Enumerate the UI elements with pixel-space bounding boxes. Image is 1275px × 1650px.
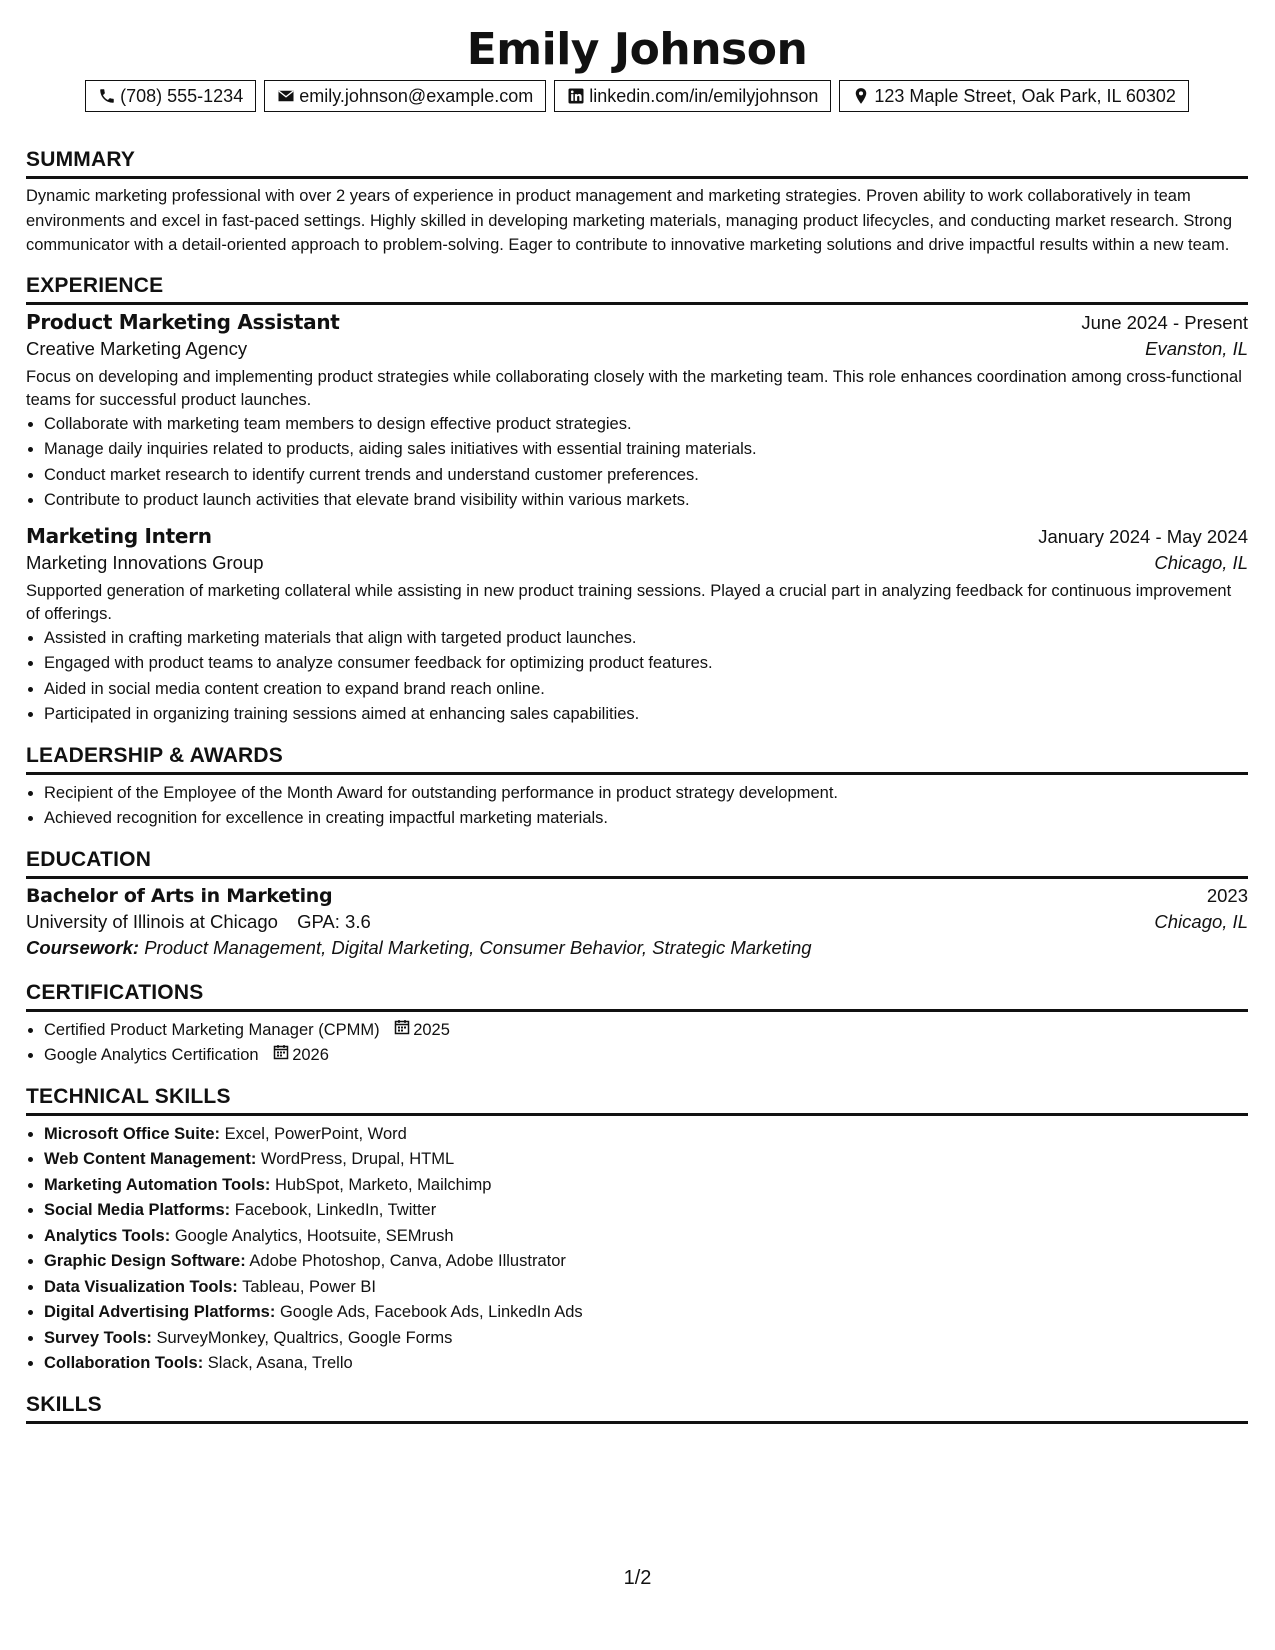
job-entry (26, 524, 1248, 728)
list-item (44, 1122, 1248, 1148)
job-description: Focus on developing and implementing product strategies while collaborating closely with the marketing team. This role enhances coordination among cross-functional teams for successful product launches. (26, 367, 1242, 409)
list-item (44, 1300, 1248, 1326)
list-item (44, 1224, 1248, 1250)
list-item (44, 1326, 1248, 1352)
skill-category: Marketing Automation Tools: (44, 1175, 271, 1194)
cert-year: 2026 (292, 1046, 329, 1064)
section-title: CERTIFICATIONS (26, 979, 1248, 1012)
experience-section (26, 272, 1248, 728)
cert-year: 2025 (413, 1020, 450, 1039)
section-title: SKILLS (26, 1391, 1248, 1424)
skill-values: SurveyMonkey, Qualtrics, Google Forms (156, 1328, 453, 1347)
job-entry (26, 310, 1248, 514)
address-text: 123 Maple Street, Oak Park, IL 60302 (874, 86, 1176, 106)
list-item (44, 1198, 1248, 1224)
candidate-name: Emily Johnson (466, 24, 808, 75)
list-item: • Recipient of the Employee of the Month Award for outstanding performance in product strategy development. (44, 781, 1248, 807)
cert-name: Certified Product Marketing Manager (CPMM) (44, 1020, 380, 1039)
company-name: Marketing Innovations Group (26, 551, 264, 573)
job-description: Supported generation of marketing collateral while assisting in new product training sessions. Played a crucial part in analyzing feedback for continuous improvement of offerings. (26, 581, 1232, 623)
skill-category: Microsoft Office Suite: (44, 1124, 221, 1143)
coursework-line (26, 937, 1248, 959)
job-dates: June 2024 - Present (1081, 311, 1248, 333)
skill-category: Digital Advertising Platforms: (44, 1303, 276, 1321)
technical-skills-list (26, 1122, 1248, 1377)
skill-values: HubSpot, Marketo, Mailchimp (275, 1175, 492, 1194)
skill-values: WordPress, Drupal, HTML (260, 1150, 455, 1168)
list-item (44, 1018, 1248, 1044)
skill-category: Survey Tools: (44, 1328, 152, 1347)
phone-icon (98, 87, 116, 105)
skill-values: Google Analytics, Hootsuite, SEMrush (174, 1226, 454, 1245)
contact-bar (26, 80, 1248, 112)
skills-section (26, 1391, 1248, 1424)
company-name: Creative Marketing Agency (26, 337, 248, 359)
list-item: • Engaged with product teams to analyze consumer feedback for optimizing product features. (44, 651, 1248, 677)
email-text: emily.johnson@example.com (299, 86, 534, 106)
list-item (44, 1249, 1248, 1275)
list-item (44, 1043, 1248, 1069)
job-location: Evanston, IL (1145, 337, 1248, 359)
list-item: • Contribute to product launch activities that elevate brand visibility within various markets. (44, 488, 1248, 514)
linkedin-icon (567, 87, 585, 105)
contact-phone (85, 80, 256, 112)
skill-values: Facebook, LinkedIn, Twitter (234, 1201, 437, 1219)
skill-category: Web Content Management: (44, 1150, 257, 1168)
list-item (44, 1275, 1248, 1301)
job-location: Chicago, IL (1154, 551, 1248, 573)
summary-text: Dynamic marketing professional with over 2 years of experience in product management and marketing strategies. Proven ability to work collaboratively in team environments and excel in fast-paced settings. Highly skilled in developing marketing materials, managing product lifecycles, and conducting market research. Strong communicator with a detail-oriented approach to problem-solving. Eager to contribute to innovative marketing solutions and drive impactful results within a new team. (26, 187, 1233, 254)
list-item: • Assisted in crafting marketing materials that align with targeted product launches. (44, 626, 1248, 652)
school-location: Chicago, IL (1154, 910, 1248, 932)
contact-email[interactable] (264, 80, 546, 112)
job-dates: January 2024 - May 2024 (1038, 525, 1248, 547)
cert-name: Google Analytics Certification (44, 1046, 259, 1064)
list-item: • Achieved recognition for excellence in creating impactful marketing materials. (44, 806, 1248, 832)
cert-date (273, 1043, 329, 1069)
calendar-icon (273, 1043, 289, 1069)
section-title: EDUCATION (26, 846, 1248, 879)
list-item: • Participated in organizing training sessions aimed at enhancing sales capabilities. (44, 702, 1248, 728)
school-line (26, 911, 371, 933)
certifications-section (26, 979, 1248, 1069)
envelope-icon (277, 87, 295, 105)
technical-skills-section (26, 1083, 1248, 1377)
graduation-year: 2023 (1206, 884, 1248, 906)
job-bullets (26, 626, 1248, 728)
resume-page (26, 18, 1248, 1424)
cert-date (394, 1018, 450, 1044)
skill-values: Adobe Photoshop, Canva, Adobe Illustrator (249, 1252, 566, 1270)
skill-category: Data Visualization Tools: (44, 1277, 238, 1296)
map-pin-icon (852, 87, 870, 105)
skill-values: Tableau, Power BI (242, 1277, 376, 1296)
gpa: GPA: 3.6 (297, 910, 371, 932)
skill-values: Google Ads, Facebook Ads, LinkedIn Ads (279, 1303, 583, 1321)
school-name: University of Illinois at Chicago (26, 910, 278, 932)
certifications-list (26, 1018, 1248, 1069)
job-title: Marketing Intern (26, 523, 212, 548)
list-item (44, 1173, 1248, 1199)
list-item: • Collaborate with marketing team members to design effective product strategies. (44, 412, 1248, 438)
section-title: SUMMARY (26, 146, 1248, 179)
contact-address (839, 80, 1189, 112)
coursework-label: Coursework: (26, 936, 140, 958)
contact-linkedin[interactable] (554, 80, 831, 112)
list-item: • Aided in social media content creation to expand brand reach online. (44, 677, 1248, 703)
list-item: • Conduct market research to identify current trends and understand customer preferences. (44, 463, 1248, 489)
page-number: 1/2 (623, 1567, 652, 1589)
job-bullets (26, 412, 1248, 514)
linkedin-text: linkedin.com/in/emilyjohnson (589, 86, 819, 106)
section-title: LEADERSHIP & AWARDS (26, 742, 1248, 775)
list-item: • Manage daily inquiries related to products, aiding sales initiatives with essential training materials. (44, 437, 1248, 463)
coursework-list: Product Management, Digital Marketing, Consumer Behavior, Strategic Marketing (144, 936, 812, 958)
degree-name: Bachelor of Arts in Marketing (26, 884, 333, 907)
section-title: EXPERIENCE (26, 272, 1248, 305)
summary-section (26, 146, 1248, 258)
education-section (26, 846, 1248, 959)
phone-text: (708) 555-1234 (120, 86, 244, 106)
skill-category: Collaboration Tools: (44, 1354, 204, 1372)
job-title: Product Marketing Assistant (26, 309, 340, 334)
skill-values: Excel, PowerPoint, Word (224, 1124, 407, 1143)
skill-category: Social Media Platforms: (44, 1201, 231, 1219)
skill-category: Graphic Design Software: (44, 1252, 246, 1270)
calendar-icon (394, 1018, 410, 1044)
list-item (44, 1351, 1248, 1377)
leadership-bullets (26, 781, 1248, 832)
skill-category: Analytics Tools: (44, 1226, 171, 1245)
section-title: TECHNICAL SKILLS (26, 1083, 1248, 1116)
leadership-section (26, 742, 1248, 832)
skill-values: Slack, Asana, Trello (207, 1354, 353, 1372)
list-item (44, 1147, 1248, 1173)
